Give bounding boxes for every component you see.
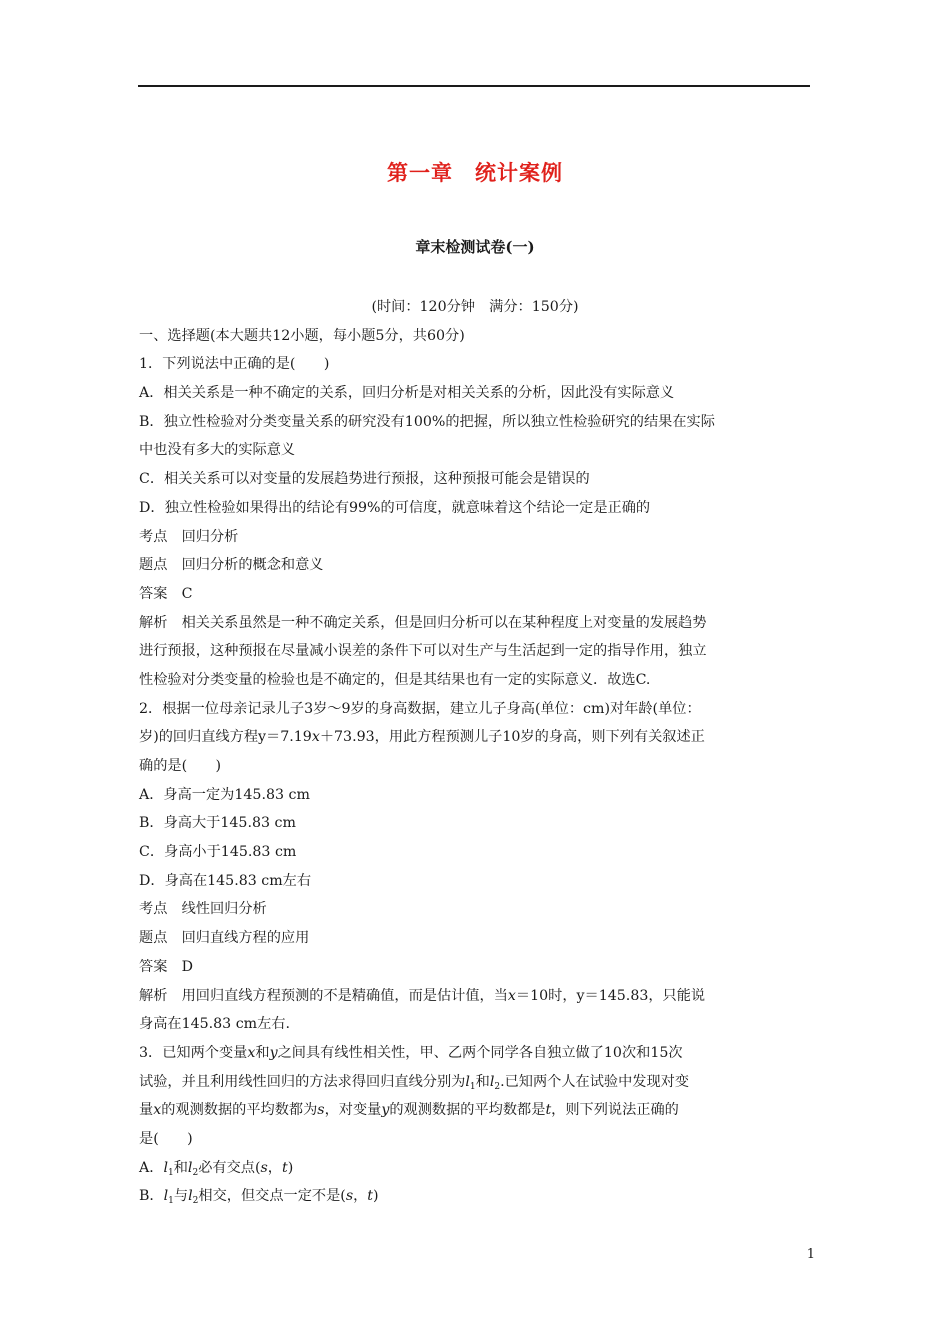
variable-l: l (465, 1073, 470, 1090)
subscript: 1 (167, 1167, 174, 1178)
text-fragment: ＝10时，y＝145.83，只能说 (515, 987, 706, 1004)
text-fragment: 的观测数据的平均数都是 (389, 1102, 546, 1119)
subscript: 1 (168, 1196, 174, 1207)
text-fragment: ) (287, 1159, 294, 1176)
q3-stem-line4: 是( ) (139, 1130, 193, 1147)
q2-tidian: 题点 回归直线方程的应用 (139, 930, 310, 947)
subscript: 1 (469, 1081, 476, 1092)
text-fragment: 岁)的回归直线方程y＝7.19 (139, 729, 312, 746)
q2-stem-line2 (139, 723, 811, 752)
variable-x: x (153, 1102, 162, 1119)
q1-answer: 答案 C (139, 585, 193, 602)
q2-option-d: D．身高在145.83 cm左右 (139, 872, 312, 889)
subscript: 2 (192, 1196, 199, 1207)
q2-stem-line3: 确的是( ) (139, 758, 222, 774)
variable-l: l (163, 1159, 168, 1176)
text-fragment: 和 (255, 1044, 270, 1061)
text-fragment: 的观测数据的平均数都为 (161, 1102, 318, 1119)
variable-y: y (381, 1102, 390, 1119)
text-fragment: ， (267, 1159, 282, 1176)
page-number: 1 (806, 1247, 815, 1262)
variable-t: t (281, 1159, 288, 1176)
text-fragment: 3．已知两个变量 (139, 1044, 248, 1061)
variable-t: t (367, 1188, 373, 1205)
variable-s: s (260, 1159, 268, 1176)
subscript: 2 (494, 1081, 501, 1092)
text-fragment: 解析 用回归直线方程预测的不是精确值，而是估计值，当 (139, 987, 508, 1004)
text-fragment: 和 (475, 1073, 490, 1090)
variable-x: x (311, 729, 320, 746)
section-heading: 一、选择题(本大题共12小题，每小题5分，共60分) (139, 327, 465, 344)
text-fragment: 相交，但交点一定不是( (198, 1188, 346, 1205)
variable-y: y (269, 1044, 278, 1061)
q2-kaodian: 考点 线性回归分析 (139, 901, 267, 918)
exam-title: 章末检测试卷(一) (415, 238, 535, 256)
q1-stem: 1．下列说法中正确的是( ) (139, 356, 330, 373)
q2-answer: 答案 D (139, 958, 193, 975)
variable-t: t (545, 1102, 552, 1119)
q1-analysis-line3: 性检验对分类变量的检验也是不确定的，但是其结果也有一定的实际意义．故选C. (139, 671, 651, 688)
exam-info: (时间：120分钟 满分：150分) (371, 299, 579, 315)
q1-option-d: D．独立性检验如果得出的结论有99%的可信度，就意味着这个结论一定是正确的 (139, 499, 651, 516)
text-fragment: 之间具有线性相关性，甲、乙两个同学各自独立做了10次和15次 (277, 1044, 683, 1061)
text-fragment: .已知两个人在试验中发现对变 (500, 1073, 690, 1090)
top-rule (138, 85, 810, 87)
variable-s: s (345, 1188, 354, 1205)
text-fragment: ＋73.93，用此方程预测儿子10岁的身高，则下列有关叙述正 (319, 729, 705, 746)
q2-stem-line1: 2．根据一位母亲记录儿子3岁～9岁的身高数据，建立儿子身高(单位：cm)对年龄(单位： (139, 700, 701, 717)
variable-x: x (247, 1044, 256, 1061)
q3-stem-line2 (139, 1068, 811, 1097)
text-fragment: 量 (139, 1102, 154, 1119)
q1-kaodian: 考点 回归分析 (139, 528, 239, 545)
subscript: 2 (192, 1167, 199, 1178)
text-fragment: 必有交点( (198, 1159, 261, 1176)
text-fragment: ) (373, 1188, 379, 1205)
q1-option-b-line1: B．独立性检验对分类变量关系的研究没有100%的把握，所以独立性检验研究的结果在实际 (139, 413, 715, 430)
variable-x: x (507, 987, 516, 1004)
text-fragment: ，对变量 (324, 1102, 382, 1119)
q3-option-b (139, 1182, 811, 1211)
text-fragment: A． (139, 1159, 164, 1176)
q3-option-a (139, 1154, 811, 1183)
text-fragment: 与 (173, 1188, 189, 1205)
text-fragment: B． (139, 1188, 164, 1205)
q3-stem-line3 (139, 1096, 811, 1125)
q2-option-a: A．身高一定为145.83 cm (139, 786, 310, 803)
document-body (139, 293, 811, 1211)
variable-l: l (163, 1188, 169, 1205)
text-fragment: ，则下列说法正确的 (551, 1102, 679, 1119)
q2-option-b: B．身高大于145.83 cm (139, 815, 296, 832)
q1-option-a: A．相关关系是一种不确定的关系，回归分析是对相关关系的分析，因此没有实际意义 (139, 385, 675, 402)
chapter-title: 第一章 统计案例 (387, 160, 563, 185)
q2-analysis-line2: 身高在145.83 cm左右. (139, 1016, 290, 1033)
variable-l: l (489, 1073, 495, 1090)
q1-analysis-line2: 进行预报，这种预报在尽量减小误差的条件下可以对生产与生活起到一定的指导作用，独立 (139, 643, 707, 660)
q2-option-c: C．身高小于145.83 cm (139, 844, 297, 861)
variable-s: s (317, 1102, 325, 1119)
variable-l: l (187, 1159, 193, 1176)
q2-analysis-line1 (139, 982, 811, 1011)
variable-l: l (188, 1188, 193, 1205)
q1-analysis-line1: 解析 相关关系虽然是一种不确定关系，但是回归分析可以在某种程度上对变量的发展趋势 (139, 614, 707, 631)
text-fragment: ， (353, 1188, 368, 1205)
q1-option-c: C．相关关系可以对变量的发展趋势进行预报，这种预报可能会是错误的 (139, 471, 590, 488)
text-fragment: 试验，并且利用线性回归的方法求得回归直线分别为 (139, 1073, 466, 1090)
q1-option-b-line2: 中也没有多大的实际意义 (139, 442, 296, 459)
q3-stem-line1 (139, 1039, 811, 1068)
text-fragment: 和 (173, 1159, 188, 1176)
q1-tidian: 题点 回归分析的概念和意义 (139, 557, 324, 574)
